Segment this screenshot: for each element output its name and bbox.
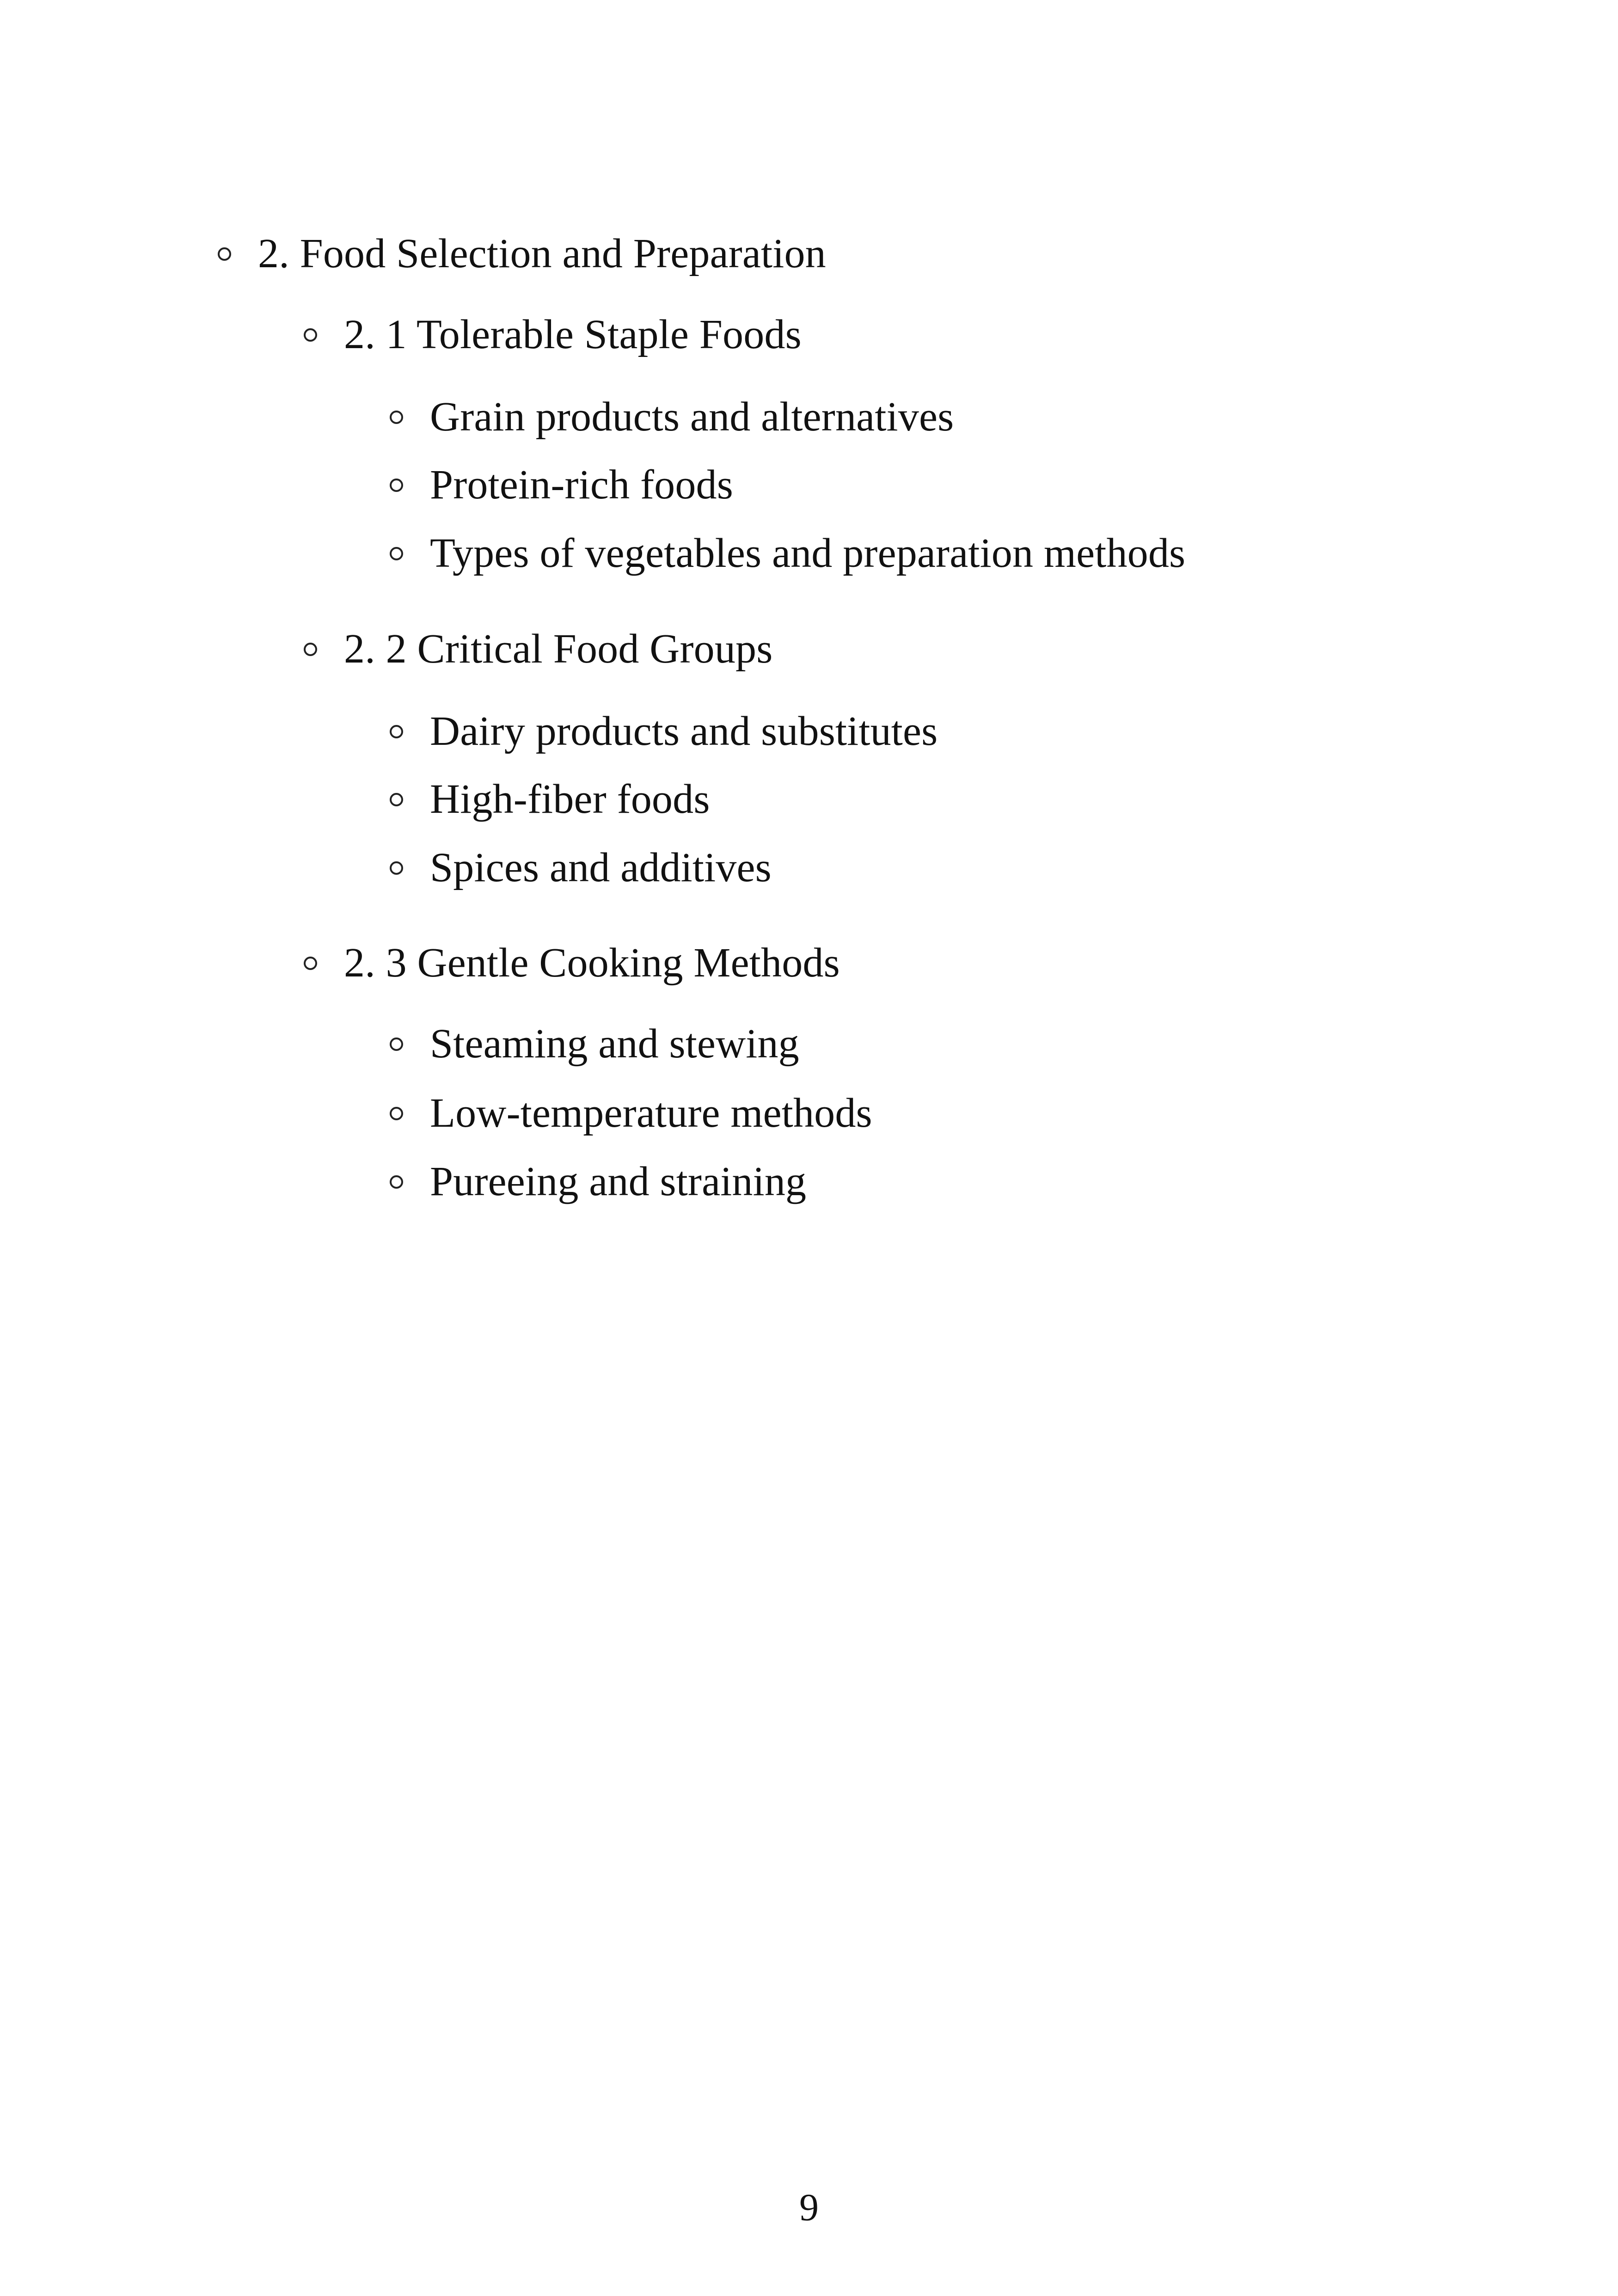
subsection-label: 2. 3 Gentle Cooking Methods — [344, 940, 840, 986]
subsection-label: 2. 2 Critical Food Groups — [344, 626, 773, 672]
hollow-circle-bullet-icon — [304, 957, 317, 970]
outline-item — [390, 455, 733, 515]
section-label: 2. Food Selection and Preparation — [258, 231, 826, 276]
outline-item — [390, 1152, 806, 1212]
outline-section — [218, 224, 826, 284]
hollow-circle-bullet-icon — [390, 547, 403, 560]
hollow-circle-bullet-icon — [390, 793, 403, 806]
outline-subsection — [304, 933, 840, 993]
hollow-circle-bullet-icon — [304, 328, 317, 342]
outline-item-label: Low-temperature methods — [430, 1090, 872, 1136]
outline-item — [390, 387, 954, 447]
hollow-circle-bullet-icon — [390, 861, 403, 875]
hollow-circle-bullet-icon — [390, 725, 403, 738]
page-number: 9 — [799, 2186, 819, 2229]
outline-item-label: Protein-rich foods — [430, 462, 733, 508]
hollow-circle-bullet-icon — [218, 247, 231, 261]
outline-item-label: Grain products and alternatives — [430, 394, 954, 440]
outline-item — [390, 1014, 799, 1074]
outline-subsection — [304, 305, 802, 365]
subsection-label: 2. 1 Tolerable Staple Foods — [344, 312, 802, 357]
outline-item-label: Pureeing and straining — [430, 1159, 807, 1204]
outline-subsection — [304, 619, 772, 679]
outline-item-label: Dairy products and substitutes — [430, 708, 938, 754]
hollow-circle-bullet-icon — [390, 1037, 403, 1051]
outline-item-label: Types of vegetables and preparation methods — [430, 530, 1186, 576]
hollow-circle-bullet-icon — [390, 479, 403, 492]
hollow-circle-bullet-icon — [304, 643, 317, 656]
outline-item — [390, 1083, 872, 1143]
outline-item — [390, 769, 710, 829]
hollow-circle-bullet-icon — [390, 1175, 403, 1189]
hollow-circle-bullet-icon — [390, 1107, 403, 1120]
outline-item — [390, 523, 1185, 583]
outline-item-label: Steaming and stewing — [430, 1021, 799, 1067]
hollow-circle-bullet-icon — [390, 411, 403, 424]
outline-item-label: Spices and additives — [430, 845, 772, 890]
outline-item — [390, 701, 938, 761]
outline-item-label: High-fiber foods — [430, 776, 710, 822]
outline-item — [390, 838, 772, 898]
